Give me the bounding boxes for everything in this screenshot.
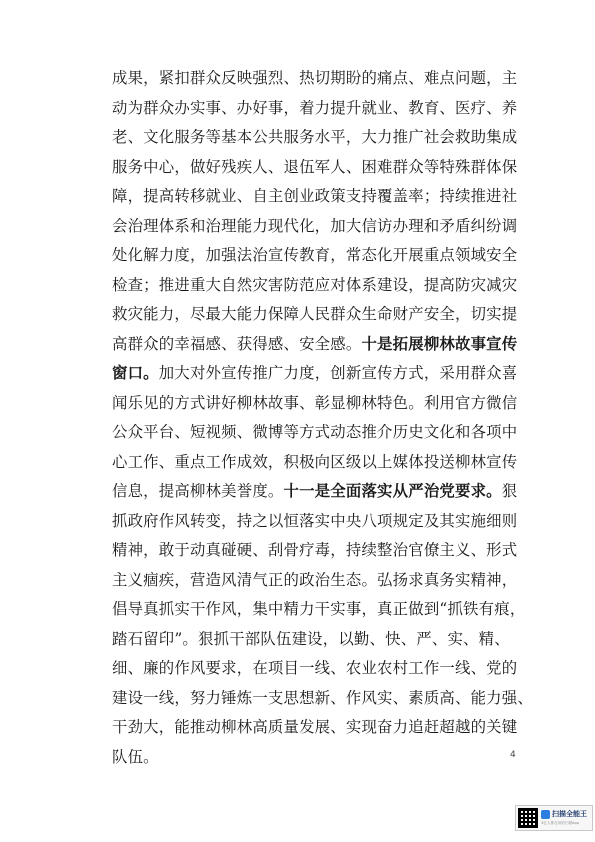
text-span: 救灾能力，尽最大能力保障人民群众生命财产安全，切实提 <box>112 305 518 323</box>
text-span: 狠 <box>501 482 518 500</box>
text-line <box>112 654 518 684</box>
text-span: 检查；推进重大自然灾害防范应对体系建设，提高防灾减灾 <box>112 275 518 294</box>
text-line <box>112 300 518 330</box>
text-line <box>112 507 518 537</box>
text-line <box>112 448 518 478</box>
text-span: 干劲大，能推动柳林高质量发展、实现奋力追赶超越的关键 <box>112 718 518 736</box>
text-line <box>112 477 518 507</box>
text-span: 精神，敢于动真碰硬、刮骨疗毒，持续整治官僚主义、形式 <box>112 541 518 559</box>
text-span: 高群众的幸福感、获得感、安全感。 <box>112 334 362 353</box>
section-heading-eleven: 十一是全面落实从严治党要求。 <box>283 482 502 500</box>
body-paragraph <box>112 64 533 772</box>
section-heading-ten: 十是拓展柳林故事宣传 <box>361 334 518 353</box>
text-line <box>112 241 518 271</box>
text-span: 踏石留印”。狠抓干部队伍建设，以勤、快、严、实、精、 <box>112 629 510 648</box>
text-line <box>112 595 526 625</box>
text-span: 处化解力度，加强法治宣传教育，常态化开展重点领域安全 <box>112 246 518 264</box>
text-line <box>112 536 518 566</box>
scanner-watermark <box>515 805 593 831</box>
text-span: 建设一线，努力锤炼一支思想新、作风实、素质高、能力强、 <box>112 688 533 707</box>
text-line <box>112 625 510 655</box>
text-line <box>112 418 518 448</box>
text-line <box>112 64 518 94</box>
watermark-app-name: 扫描全能王 <box>552 810 587 818</box>
text-span: 抓政府作风转变，持之以恒落实中央八项规定及其实施细则 <box>112 511 518 530</box>
text-span: 服务中心，做好残疾人、退伍军人、困难群众等特殊群体保 <box>112 157 518 176</box>
watermark-tagline: 3亿人都在用的扫描App <box>541 821 580 825</box>
text-span: 信息，提高柳林美誉度。 <box>112 482 284 500</box>
text-span: 主义痼疾，营造风清气正的政治生态。弘扬求真务实精神， <box>112 570 518 589</box>
text-span: 闻乐见的方式讲好柳林故事、彰显柳林特色。利用官方微信 <box>112 393 518 412</box>
text-line <box>112 182 518 212</box>
scanner-app-icon <box>541 810 550 819</box>
text-span: 公众平台、短视频、微博等方式动态推介历史文化和各项中 <box>112 423 518 441</box>
text-span: 倡导真抓实干作风，集中精力干实事，真正做到“抓铁有痕， <box>112 600 526 618</box>
text-span: 障，提高转移就业、自主创业政策支持覆盖率；持续推进社 <box>112 187 518 205</box>
text-span: 心工作、重点工作成效，积极向区级以上媒体投送柳林宣传 <box>112 452 518 471</box>
section-heading-ten-end: 窗口。 <box>112 364 159 382</box>
text-line <box>112 743 504 773</box>
text-span: 细、廉的作风要求，在项目一线、农业农村工作一线、党的 <box>112 659 518 677</box>
text-line <box>112 566 518 596</box>
text-span: 动为群众办实事、办好事，着力提升就业、教育、医疗、养 <box>112 98 518 117</box>
text-line <box>112 212 518 242</box>
text-line <box>112 684 533 714</box>
text-line <box>112 94 518 124</box>
page-number: 4 <box>510 750 516 760</box>
text-line <box>112 713 518 743</box>
text-span: 成果，紧扣群众反映强烈、热切期盼的痛点、难点问题，主 <box>112 69 518 87</box>
text-line <box>112 359 518 389</box>
text-line <box>112 330 518 360</box>
text-line <box>112 389 518 419</box>
text-line <box>112 271 518 301</box>
text-span: 加大对外宣传推广力度，创新宣传方式，采用群众喜 <box>158 364 518 382</box>
text-line <box>112 123 518 153</box>
text-line <box>112 153 518 183</box>
text-span: 老、文化服务等基本公共服务水平，大力推广社会救助集成 <box>112 128 518 146</box>
qr-code-icon <box>518 808 538 828</box>
text-span: 会治理体系和治理能力现代化，加大信访办理和矛盾纠纷调 <box>112 216 518 235</box>
text-span: 队伍。 <box>112 747 159 766</box>
